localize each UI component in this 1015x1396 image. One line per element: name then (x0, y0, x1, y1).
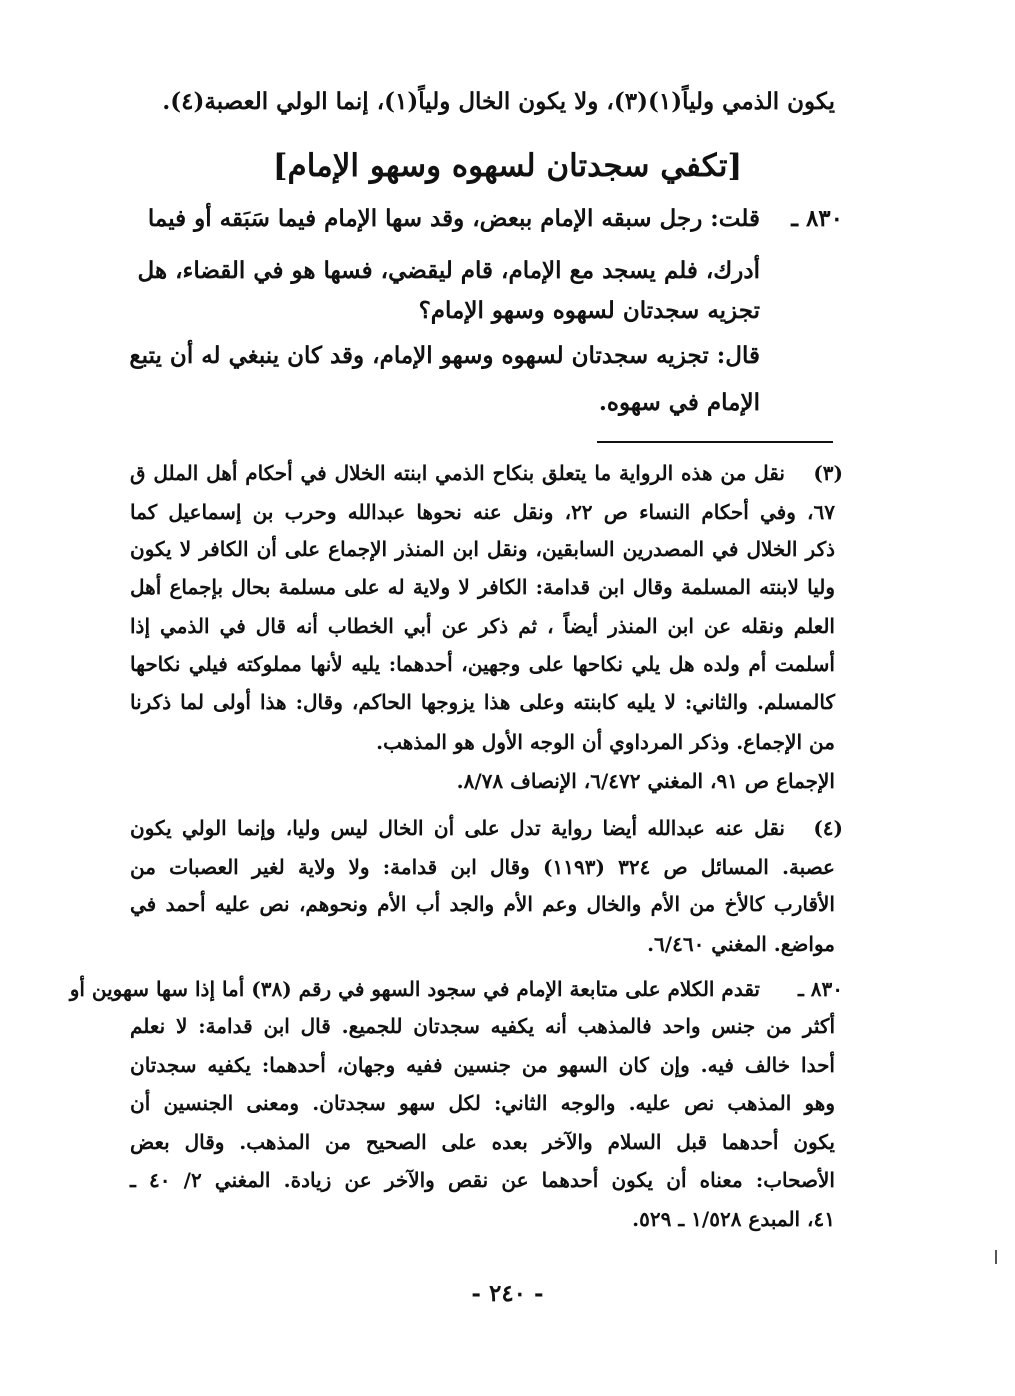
footnote-830-line-4: وهو المذهب نص عليه. والوجه الثاني: لكل سهو سجدتان. ومعنى الجنسين أن (130, 1091, 835, 1115)
footnote-830-line-7: ٤١، المبدع ١/٥٢٨ ـ ٥٢٩. (632, 1207, 835, 1231)
footnote-4-line-4: مواضع. المغني ٦/٤٦٠. (647, 932, 835, 956)
page-number: - ٢٤٠ - (471, 1280, 544, 1307)
top-continuation-line: يكون الذمي ولياً(١)(٣)، ولا يكون الخال ولياً(١)، إنما الولي العصبة(٤). (162, 88, 835, 115)
footnote-3-line-6: أسلمت أم ولده هل يلي نكاحها على وجهين، أحدهما: يليه لأنها مملوكته فيلي نكاحها (130, 652, 835, 676)
footnote-830-line-3: أحدا خالف فيه. وإن كان السهو من جنسين ففيه وجهان، أحدهما: يكفيه سجدتان (130, 1053, 835, 1077)
footnote-3-line-4: وليا لابنته المسلمة وقال ابن قدامة: الكافر لا ولاية له على مسلمة بحال بإجماع أهل (130, 575, 835, 599)
answer-line-2: الإمام في سهوه. (598, 389, 760, 416)
footnote-4-line-2: عصبة. المسائل ص ٣٢٤ (١١٩٣) وقال ابن قدامة: ولا ولاية لغير العصبات من (130, 855, 835, 879)
footnote-830-line-5: يكون أحدهما قبل السلام والآخر بعده على الصحيح من المذهب. وقال بعض (130, 1130, 835, 1154)
footnote-830-line-2: أكثر من جنس واحد فالمذهب أنه يكفيه سجدتان للجميع. قال ابن قدامة: لا نعلم (130, 1014, 836, 1038)
footnote-4-number: (٤) (813, 816, 843, 840)
footnote-3-line-5: العلم ونقله عن ابن المنذر أيضاً ، ثم ذكر عن أبي الخطاب أنه قال في الذمي إذا (130, 614, 835, 638)
footnote-3-line-7: كالمسلم. والثاني: لا يليه كابنته وعلى هذا يزوجها الحاكم، وقال: هذا أولى لما ذكرنا (130, 690, 835, 714)
section-heading: [تكفي سجدتان لسهوه وسهو الإمام] (272, 148, 743, 184)
footnote-3-line-1: نقل من هذه الرواية ما يتعلق بنكاح الذمي ابنته الخلال في أحكام أهل الملل ق (130, 461, 785, 485)
footnote-3-line-9: الإجماع ص ٩١، المغني ٦/٤٧٢، الإنصاف ٨/٧٨. (456, 769, 835, 793)
footnote-830-number: ٨٣٠ ـ (797, 977, 843, 1001)
footnote-3-number: (٣) (813, 461, 843, 485)
question-line-1: قلت: رجل سبقه الإمام ببعض، وقد سها الإمام فيما سَبَقه أو فيما (147, 205, 760, 232)
answer-line-1: قال: تجزيه سجدتان لسهوه وسهو الإمام، وقد كان ينبغي له أن يتبع (129, 342, 760, 369)
item-number: ٨٣٠ ـ (791, 205, 843, 232)
footnote-4-line-3: الأقارب كالأخ من الأم والخال وعم الأم والجد أب الأم ونحوهم، نص عليه أحمد في (130, 892, 835, 916)
footnote-830-line-6: الأصحاب: معناه أن يكون أحدهما عن نقص والآخر عن زيادة. المغني ٢/ ٤٠ ـ (130, 1168, 835, 1192)
footnote-3-line-3: ذكر الخلال في المصدرين السابقين، ونقل ابن المنذر الإجماع على أن الكافر لا يكون (130, 537, 835, 561)
question-line-3: تجزيه سجدتان لسهوه وسهو الإمام؟ (418, 297, 760, 324)
footnote-4-line-1: نقل عنه عبدالله أيضا رواية تدل على أن الخال ليس وليا، وإنما الولي يكون (130, 816, 785, 840)
footnote-830-line-1: تقدم الكلام على متابعة الإمام في سجود السهو في رقم (٣٨) أما إذا سها سهوين أو (69, 977, 760, 1001)
margin-mark (995, 1250, 997, 1264)
footnote-separator (597, 441, 833, 443)
question-line-2: أدرك، فلم يسجد مع الإمام، قام ليقضي، فسها هو في القضاء، هل (137, 257, 760, 284)
footnote-3-line-8: من الإجماع. وذكر المرداوي أن الوجه الأول هو المذهب. (376, 730, 835, 754)
footnote-3-line-2: ٦٧، وفي أحكام النساء ص ٢٢، ونقل عنه نحوها عبدالله وحرب بن إسماعيل كما (130, 500, 836, 524)
